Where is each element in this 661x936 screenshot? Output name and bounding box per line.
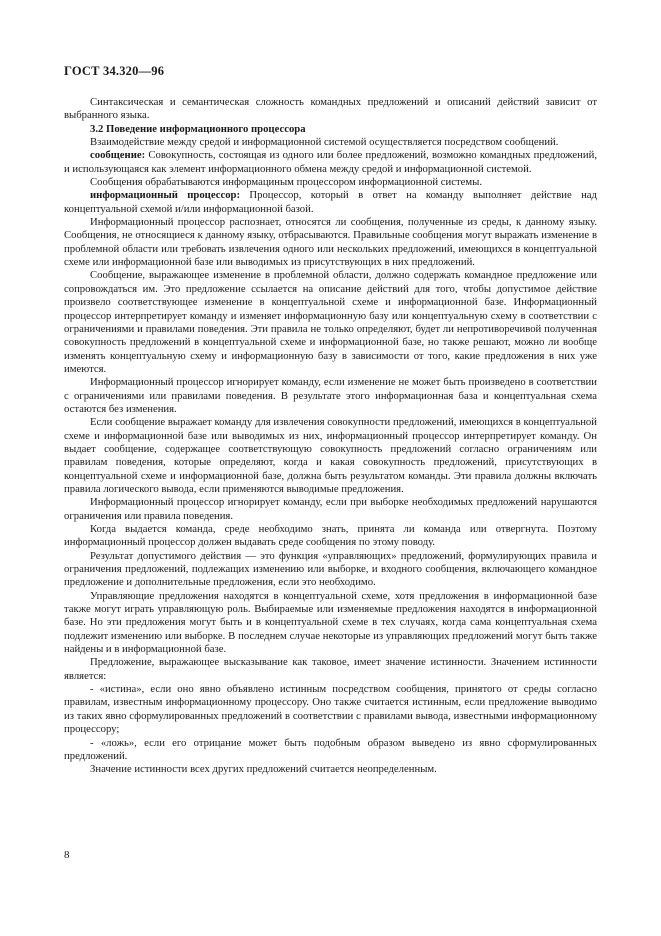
list-item: - «истина», если оно явно объявлено истинным посредством сообщения, принятого от среды согласно правилам, известным информационному процессору. Оно также считается истинным, если предложение выводимо из таких явно сформулированных предложений в соответствии с правилами вывода, известными информационному процессору; (64, 683, 597, 736)
paragraph: Предложение, выражающее высказывание как таковое, имеет значение истинности. Значением истинности является: (64, 656, 597, 682)
definition-text: Совокупность, состоящая из одного или более предложений, возможно командных предложений, и использующаяся как элемент информационного обмена между средой и информационной системой. (64, 149, 597, 175)
paragraph: Если сообщение выражает команду для извлечения совокупности предложений, имеющихся в концептуальной схеме и информационной базе или выводимых из них, информационный процессор интерпретирует команду. Он выдает сообщение, содержащее соответствующую совокупность предложений согласно ограничениям или правилам поведения, которые определяют, когда и какая совокупность предложений, присутствующих в концептуальной схеме и информационной базе, должна быть результатом команды. Эти правила должны включать правила логического вывода, если применяются выводимые предложения. (64, 416, 597, 495)
page-number: 8 (64, 849, 70, 861)
paragraph: Когда выдается команда, среде необходимо знать, принята ли команда или отвергнута. Поэтому информационный процессор должен выдавать среде сообщения по этому поводу. (64, 523, 597, 549)
definition-message (64, 149, 597, 176)
definition-text: Процессор, который в ответ на команду выполняет действие над концептуальной схемой и/или информационной базой. (64, 189, 597, 215)
paragraph: Синтаксическая и семантическая сложность командных предложений и описаний действий зависит от выбранного языка. (64, 96, 597, 122)
term-message: сообщение: (90, 149, 146, 162)
paragraph: Взаимодействие между средой и информационной системой осуществляется посредством сообщений. (90, 136, 559, 149)
paragraph: Информационный процессор игнорирует команду, если при выборке необходимых предложений нарушаются ограничения или правила поведения. (64, 496, 597, 522)
paragraph: Управляющие предложения находятся в концептуальной схеме, хотя предложения в информационной базе также могут играть управляющую роль. Выбираемые или изменяемые предложения находятся в информационной базе. Но эти предложения могут быть и в концептуальной схеме в тех случаях, когда сама концептуальная схема подлежит изменению или выборке. В последнем случае некоторые из управляющих предложений могут быть также найдены и в информационной базе. (64, 589, 597, 656)
paragraph: Сообщения обрабатываются информациным процессором информационной системы. (90, 176, 483, 189)
section-heading: 3.2 Поведение информационного процессора (90, 122, 306, 135)
document-body (64, 96, 597, 777)
paragraph: Информационный процессор распознает, относятся ли сообщения, полученные из среды, к данному языку. Сообщения, не относящиеся к данному языку, отбрасываются. Правильные сообщения могут выражать изменение в проблемной области или требовать извлечения одного или нескольких предложений, имеющихся в концептуальной схеме или информационной базе или выводимых из присутствующих в них предложений. (64, 216, 597, 269)
list-item: - «ложь», если его отрицание может быть подобным образом выведено из явно сформулированных предложений. (64, 736, 597, 762)
paragraph: Значение истинности всех других предложений считается неопределенным. (90, 763, 437, 776)
term-processor: информационный процессор: (90, 189, 241, 202)
standard-header: ГОСТ 34.320—96 (64, 64, 165, 78)
paragraph: Сообщение, выражающее изменение в проблемной области, должно содержать командное предложение или сопровождаться им. Это предложение ссылается на описание действий для того, чтобы допустимое действие произвело соответствующее изменение в концептуальной схеме и информационной базе. Информационный процессор интерпретирует команду и изменяет информационную базу или концептуальную схему в соответствии с ограничениями и правилами поведения. Эти правила не только определяют, будет ли непротиворечивой полученная совокупность предложений в концептуальной схеме и информационной базе, но также решают, можно ли вообще изменять концептуальную схему и информационную базу в зависимости от того, какие предложения в них уже имеются. (64, 269, 597, 375)
paragraph: Результат допустимого действия — это функция «управляющих» предложений, формулирующих правила и ограничения предложений, подлежащих изменению или выборке, и входного сообщения, включающего командное предложение и дополнительные предложения, если это необходимо. (64, 549, 597, 589)
paragraph: Информационный процессор игнорирует команду, если изменение не может быть произведено в соответствии с ограничениями или правилами поведения. В результате этого информационная база и концептуальная схема остаются без изменения. (64, 376, 597, 415)
definition-processor (64, 189, 597, 216)
